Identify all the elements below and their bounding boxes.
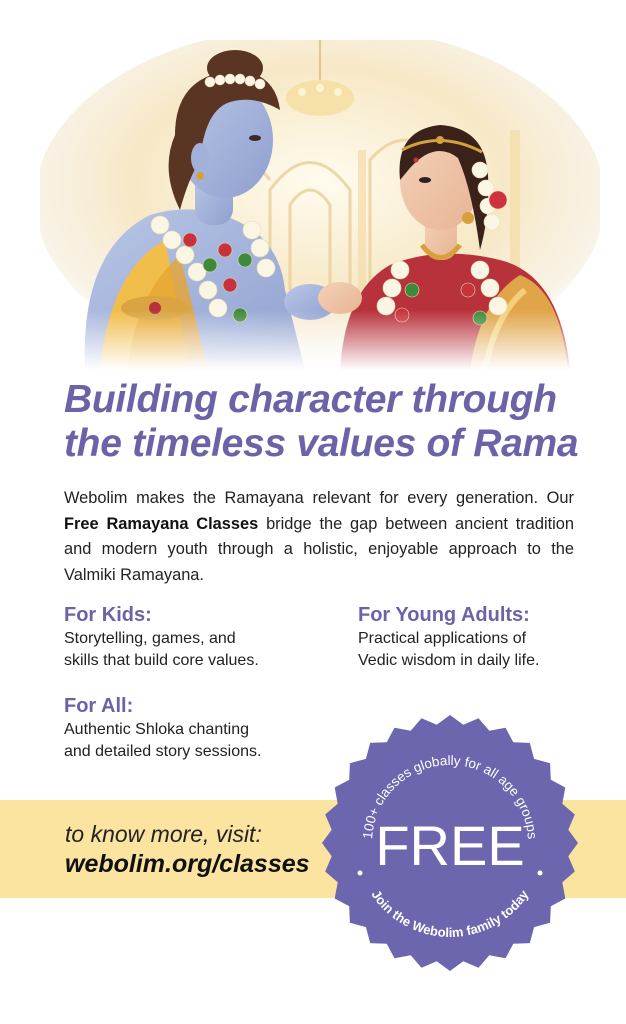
audience-kids-line-2: skills that build core values. [64, 652, 259, 669]
intro-paragraph [64, 486, 574, 588]
badge-arc-top-text: 100+ classes globally for all age groups [360, 752, 540, 840]
audience-kids [64, 602, 259, 672]
free-badge [320, 713, 580, 973]
headline [64, 378, 604, 466]
badge-separator-dot-left [358, 871, 363, 876]
audience-kids-line-1: Storytelling, games, and [64, 630, 236, 647]
intro-text-start: Webolim makes the Ramayana relevant for every generation. Our [64, 489, 574, 507]
hero-illustration [40, 40, 600, 370]
cta-prompt: to know more, visit: [65, 821, 262, 847]
headline-line-2: the timeless values of Rama [64, 422, 579, 465]
audience-young-adults-title: For Young Adults: [358, 604, 530, 626]
audience-all-title: For All: [64, 695, 134, 717]
audience-all-line-1: Authentic Shloka chanting [64, 721, 250, 738]
intro-text-end: bridge the gap between ancient tradition and modern youth through a holistic, enjoyable approach to the Valmiki Ramayana. [64, 514, 575, 584]
headline-line-1: Building character through [64, 378, 557, 421]
audience-all [64, 693, 261, 763]
audience-young-adults-line-1: Practical applications of [358, 630, 527, 647]
audience-kids-title: For Kids: [64, 604, 152, 626]
audience-young-adults [358, 602, 539, 672]
badge-arc-bottom-text: Join the Webolim family today [368, 887, 532, 941]
cta-url-link[interactable]: webolim.org/classes [65, 850, 310, 878]
cta-block [65, 820, 310, 880]
audience-young-adults-line-2: Vedic wisdom in daily life. [358, 652, 540, 669]
audience-all-line-2: and detailed story sessions. [64, 743, 262, 760]
badge-free-label: FREE [375, 814, 525, 877]
intro-highlight: Free Ramayana Classes [64, 514, 259, 533]
badge-separator-dot-right [538, 871, 543, 876]
